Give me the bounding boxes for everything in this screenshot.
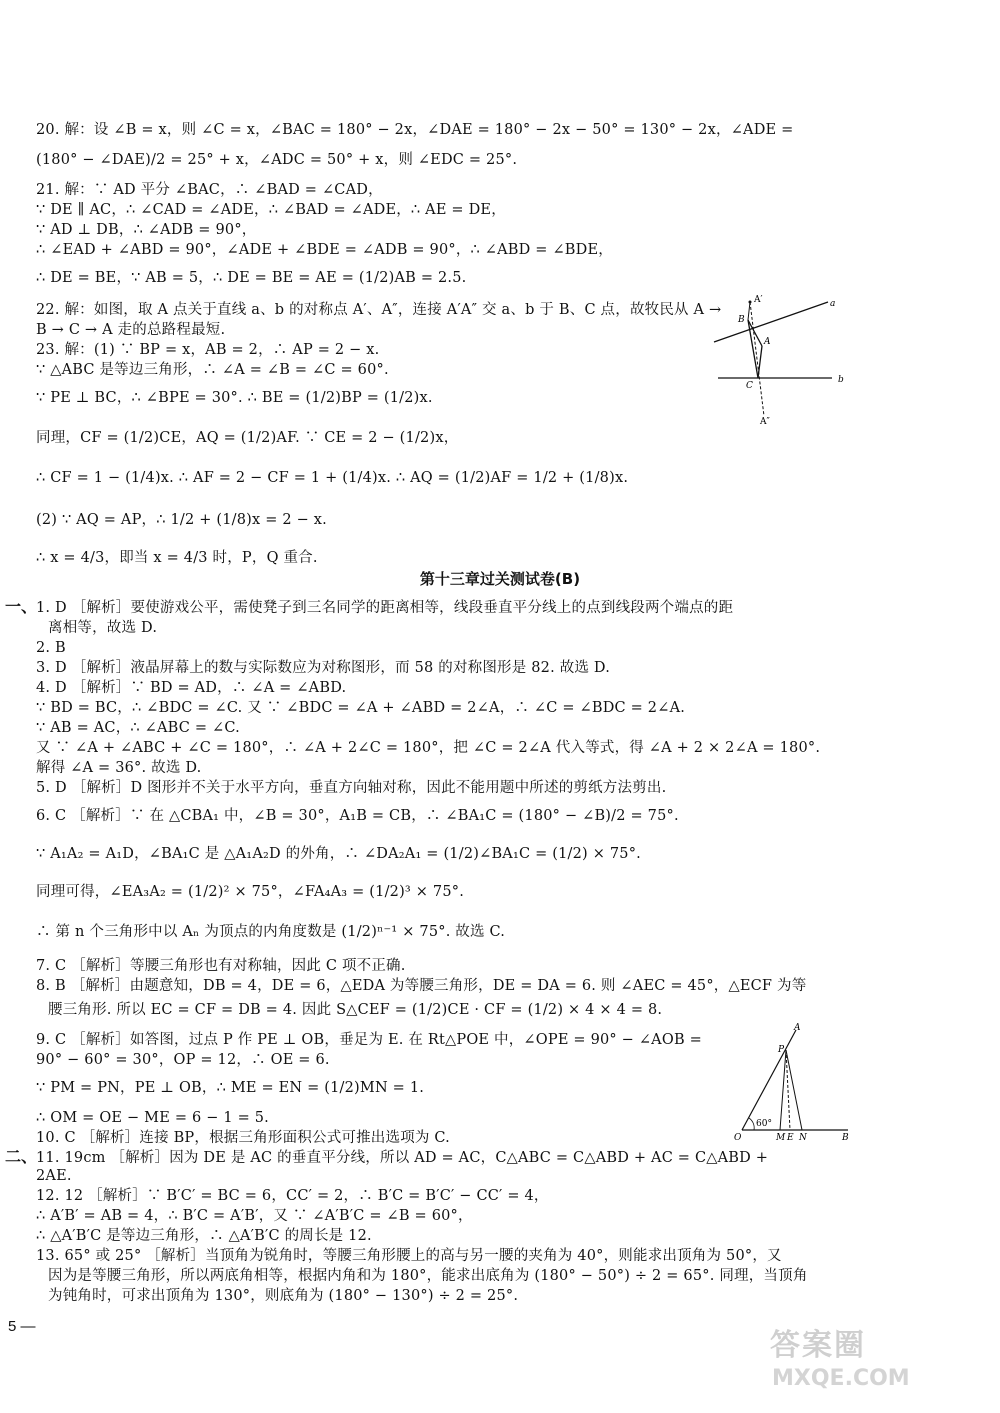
fig9-label-e: E xyxy=(787,1133,794,1143)
fig9-label-a: A xyxy=(794,1023,801,1033)
section-two-mark: 二、 xyxy=(5,1147,38,1166)
text-line: 13. 65° 或 25° ［解析］当顶角为锐角时，等腰三角形腰上的高与另一腰的夹角为 40°，则能求出顶角为 50°，又 xyxy=(36,1248,782,1264)
text-line: 3. D ［解析］液晶屏幕上的数与实际数应为对称图形，而 58 的对称图形是 82. 故选 D. xyxy=(36,660,611,676)
text-line: 7. C ［解析］等腰三角形也有对称轴，因此 C 项不正确. xyxy=(36,958,406,974)
fig22-label-line-a: a xyxy=(830,299,836,309)
text-line: 22. 解：如图，取 A 点关于直线 a、b 的对称点 A′、A″，连接 A′A″ 交 a、b 于 B、C 点，故牧民从 A → xyxy=(36,302,722,318)
fig9-label-m: M xyxy=(776,1133,786,1143)
fig22-label-a-prime: A′ xyxy=(754,295,763,305)
fig9-label-n: N xyxy=(799,1133,807,1143)
watermark-url: MXQE.COM xyxy=(772,1366,910,1391)
fig22-label-c-point: C xyxy=(746,381,753,391)
text-line: 同理，CF = (1/2)CE，AQ = (1/2)AF. ∵ CE = 2 − (1/2)x， xyxy=(36,430,459,446)
text-line: 10. C ［解析］连接 BP，根据三角形面积公式可推出选项为 C. xyxy=(36,1130,450,1146)
text-line: 6. C ［解析］∵ 在 △CBA₁ 中，∠B = 30°，A₁B = CB，∴ ∠BA₁C = (180° − ∠B)/2 = 75°. xyxy=(36,808,679,824)
text-line: ∵ A₁A₂ = A₁D，∠BA₁C 是 △A₁A₂D 的外角，∴ ∠DA₂A₁ = (1/2)∠BA₁C = (1/2) × 75°. xyxy=(36,846,641,862)
fig22-label-line-b: b xyxy=(838,375,844,385)
figure-22-diagram xyxy=(700,292,860,427)
text-line: ∵ PE ⊥ BC，∴ ∠BPE = 30°. ∴ BE = (1/2)BP = (1/2)x. xyxy=(36,390,433,406)
watermark-logo: 答案圈 xyxy=(770,1328,866,1363)
text-line: 9. C ［解析］如答图，过点 P 作 PE ⊥ OB，垂足为 E. 在 Rt△POE 中，∠OPE = 90° − ∠AOB = xyxy=(36,1032,702,1048)
text-line: 因为是等腰三角形，所以两底角相等，根据内角和为 180°，能求出底角为 (180° − 50°) ÷ 2 = 65°. 同理，当顶角 xyxy=(48,1268,808,1284)
text-line: 8. B ［解析］由题意知，DB = 4，DE = 6，△EDA 为等腰三角形，DE = DA = 6. 则 ∠AEC = 45°，△ECF 为等 xyxy=(36,978,807,994)
text-line: 5. D ［解析］D 图形并不关于水平方向，垂直方向轴对称，因此不能用题中所述的剪纸方法剪出. xyxy=(36,780,667,796)
fig22-label-b-point: B xyxy=(738,315,745,325)
text-line: 为钝角时，可求出顶角为 130°，则底角为 (180° − 130°) ÷ 2 = 25°. xyxy=(48,1288,519,1304)
text-line: ∴ OM = OE − ME = 6 − 1 = 5. xyxy=(36,1110,269,1126)
text-line: 又 ∵ ∠A + ∠ABC + ∠C = 180°，∴ ∠A + 2∠C = 180°，把 ∠C = 2∠A 代入等式，得 ∠A + 2 × 2∠A = 180°. xyxy=(36,740,821,756)
text-line: 11. 19cm ［解析］因为 DE 是 AC 的垂直平分线，所以 AD = AC，C△ABC = C△ABD + AC = C△ABD + xyxy=(36,1150,769,1166)
text-line: 2AE. xyxy=(36,1168,72,1184)
text-line: 离相等，故选 D. xyxy=(48,620,158,636)
text-line: ∴ DE = BE，∵ AB = 5，∴ DE = BE = AE = (1/2)AB = 2.5. xyxy=(36,270,467,286)
text-line: ∴ 第 n 个三角形中以 Aₙ 为顶点的内角度数是 (1/2)ⁿ⁻¹ × 75°. 故选 C. xyxy=(36,924,506,940)
fig9-label-angle: 60° xyxy=(756,1119,772,1129)
figure-9-diagram xyxy=(730,1020,855,1145)
fig9-label-b: B xyxy=(842,1133,849,1143)
text-line: ∵ BD = BC，∴ ∠BDC = ∠C. 又 ∵ ∠BDC = ∠A + ∠ABD = 2∠A，∴ ∠C = ∠BDC = 2∠A. xyxy=(36,700,686,716)
fig22-label-a-double-prime: A″ xyxy=(760,417,770,427)
text-line: 4. D ［解析］∵ BD = AD，∴ ∠A = ∠ABD. xyxy=(36,680,347,696)
text-line: 90° − 60° = 30°，OP = 12，∴ OE = 6. xyxy=(36,1052,330,1068)
fig9-label-p: P xyxy=(778,1045,785,1055)
text-line: ∴ A′B′ = AB = 4，∴ B′C = A′B′，又 ∵ ∠A′B′C = ∠B = 60°， xyxy=(36,1208,473,1224)
text-line: ∵ △ABC 是等边三角形，∴ ∠A = ∠B = ∠C = 60°. xyxy=(36,362,389,378)
text-line: 21. 解：∵ AD 平分 ∠BAC，∴ ∠BAD = ∠CAD， xyxy=(36,182,383,198)
text-line: ∴ x = 4/3，即当 x = 4/3 时，P，Q 重合. xyxy=(36,550,318,566)
fig9-label-o: O xyxy=(734,1133,742,1143)
text-line: ∵ DE ∥ AC，∴ ∠CAD = ∠ADE，∴ ∠BAD = ∠ADE，∴ AE = DE， xyxy=(36,202,506,218)
section-title: 第十三章过关测试卷(B) xyxy=(419,570,581,588)
text-line: 23. 解：(1) ∵ BP = x，AB = 2，∴ AP = 2 − x. xyxy=(36,342,380,358)
text-line: ∴ ∠EAD + ∠ABD = 90°，∠ADE + ∠BDE = ∠ADB = 90°，∴ ∠ABD = ∠BDE， xyxy=(36,242,613,258)
text-line: 2. B xyxy=(36,640,66,656)
text-line: 12. 12 ［解析］∵ B′C′ = BC = 6，CC′ = 2，∴ B′C = B′C′ − CC′ = 4， xyxy=(36,1188,549,1204)
fig22-label-a-point: A xyxy=(764,337,771,347)
text-line: 20. 解：设 ∠B = x，则 ∠C = x，∠BAC = 180° − 2x，∠DAE = 180° − 2x − 50° = 130° − 2x，∠ADE = xyxy=(36,122,794,138)
text-line: ∴ △A′B′C 是等边三角形，∴ △A′B′C 的周长是 12. xyxy=(36,1228,372,1244)
text-line: (180° − ∠DAE)/2 = 25° + x，∠ADC = 50° + x，则 ∠EDC = 25°. xyxy=(36,152,518,168)
text-line: 腰三角形. 所以 EC = CF = DB = 4. 因此 S△CEF = (1/2)CE · CF = (1/2) × 4 × 4 = 8. xyxy=(48,1002,663,1018)
text-line: ∵ AB = AC，∴ ∠ABC = ∠C. xyxy=(36,720,240,736)
section-one-mark: 一、 xyxy=(5,597,38,616)
text-line: B → C → A 走的总路程最短. xyxy=(36,322,226,338)
text-line: (2) ∵ AQ = AP，∴ 1/2 + (1/8)x = 2 − x. xyxy=(36,512,327,528)
text-line: 解得 ∠A = 36°. 故选 D. xyxy=(36,760,202,776)
text-line: 同理可得，∠EA₃A₂ = (1/2)² × 75°，∠FA₄A₃ = (1/2)³ × 75°. xyxy=(36,884,465,900)
text-line: ∵ PM = PN，PE ⊥ OB，∴ ME = EN = (1/2)MN = 1. xyxy=(36,1080,425,1096)
page-number: 5 — xyxy=(8,1318,36,1335)
text-line: 1. D ［解析］要使游戏公平，需使凳子到三名同学的距离相等，线段垂直平分线上的点到线段两个端点的距 xyxy=(36,600,734,616)
text-line: ∵ AD ⊥ DB，∴ ∠ADB = 90°， xyxy=(36,222,257,238)
text-line: ∴ CF = 1 − (1/4)x. ∴ AF = 2 − CF = 1 + (1/4)x. ∴ AQ = (1/2)AF = 1/2 + (1/8)x. xyxy=(36,470,629,486)
